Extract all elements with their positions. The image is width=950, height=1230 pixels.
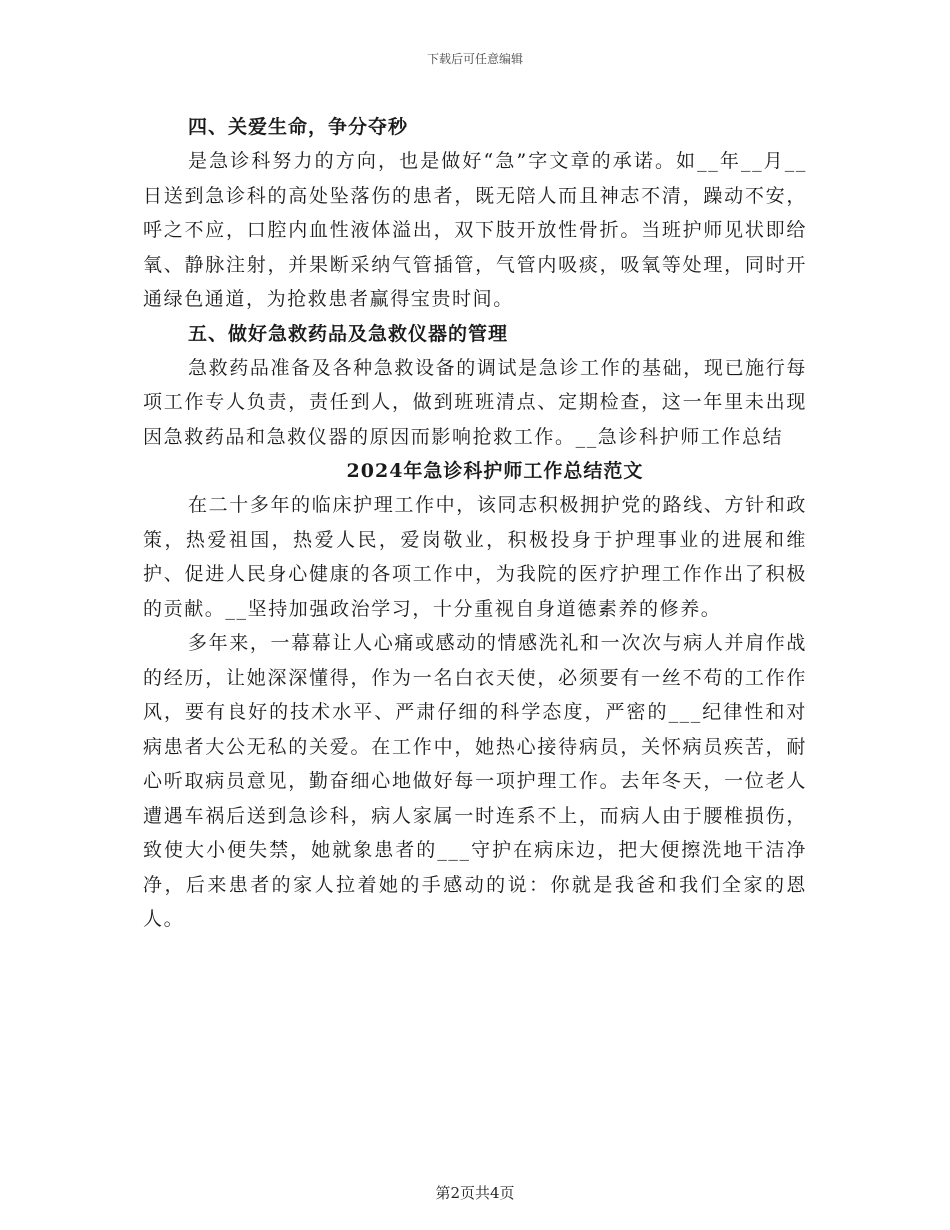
document-body — [143, 110, 807, 937]
section-paragraph-4: 是急诊科努力的方向，也是做好“急”字文章的承诺。如__年__月__日送到急诊科的高处坠落伤的患者，既无陪人而且神志不清，躁动不安，呼之不应，口腔内血性液体溢出，双下肢开放性骨折。当班护师见状即给氧、静脉注射，并果断采纳气管插管，气管内吸痰，吸氧等处理，同时开通绿色通道，为抢救患者赢得宝贵时间。 — [143, 150, 807, 310]
section-paragraph-5: 急救药品准备及各种急救设备的调试是急诊工作的基础，现已施行每项工作专人负责，责任到人，做到班班清点、定期检查，这一年里未出现因急救药品和急救仪器的原因而影响抢救工作。__急诊科护师工作总结 — [143, 356, 807, 448]
section-heading-4: 四、关爱生命，争分夺秒 — [188, 116, 409, 138]
section-heading-5: 五、做好急救药品及急救仪器的管理 — [188, 322, 509, 345]
body-paragraph-2: 多年来，一幕幕让人心痛或感动的情感洗礼和一次次与病人并肩作战的经历，让她深深懂得，作为一名白衣天使，必须要有一丝不苟的工作作风，要有良好的技术水平、严肃仔细的科学态度，严密的___纪律性和对病患者大公无私的关爱。在工作中，她热心接待病员，关怀病员疾苦，耐心听取病员意见，勤奋细心地做好每一项护理工作。去年冬天，一位老人遭遇车祸后送到急诊科，病人家属一时连系不上，而病人由于腰椎损伤，致使大小便失禁，她就象患者的___守护在病床边，把大便擦洗地干洁净净，后来患者的家人拉着她的手感动的说：你就是我爸和我们全家的恩人。 — [143, 632, 807, 930]
document-title: 2024年急诊科护师工作总结范文 — [346, 460, 644, 482]
page-number: 第2页共4页 — [435, 1184, 515, 1202]
body-paragraph-1: 在二十多年的临床护理工作中，该同志积极拥护党的路线、方针和政策，热爱祖国，热爱人民，爱岗敬业，积极投身于护理事业的进展和维护、促进人民身心健康的各项工作中，为我院的医疗护理工作作出了积极的贡献。__坚持加强政治学习，十分重视自身道德素养的修养。 — [143, 494, 807, 620]
page-header: 下载后可任意编辑 — [426, 52, 523, 66]
